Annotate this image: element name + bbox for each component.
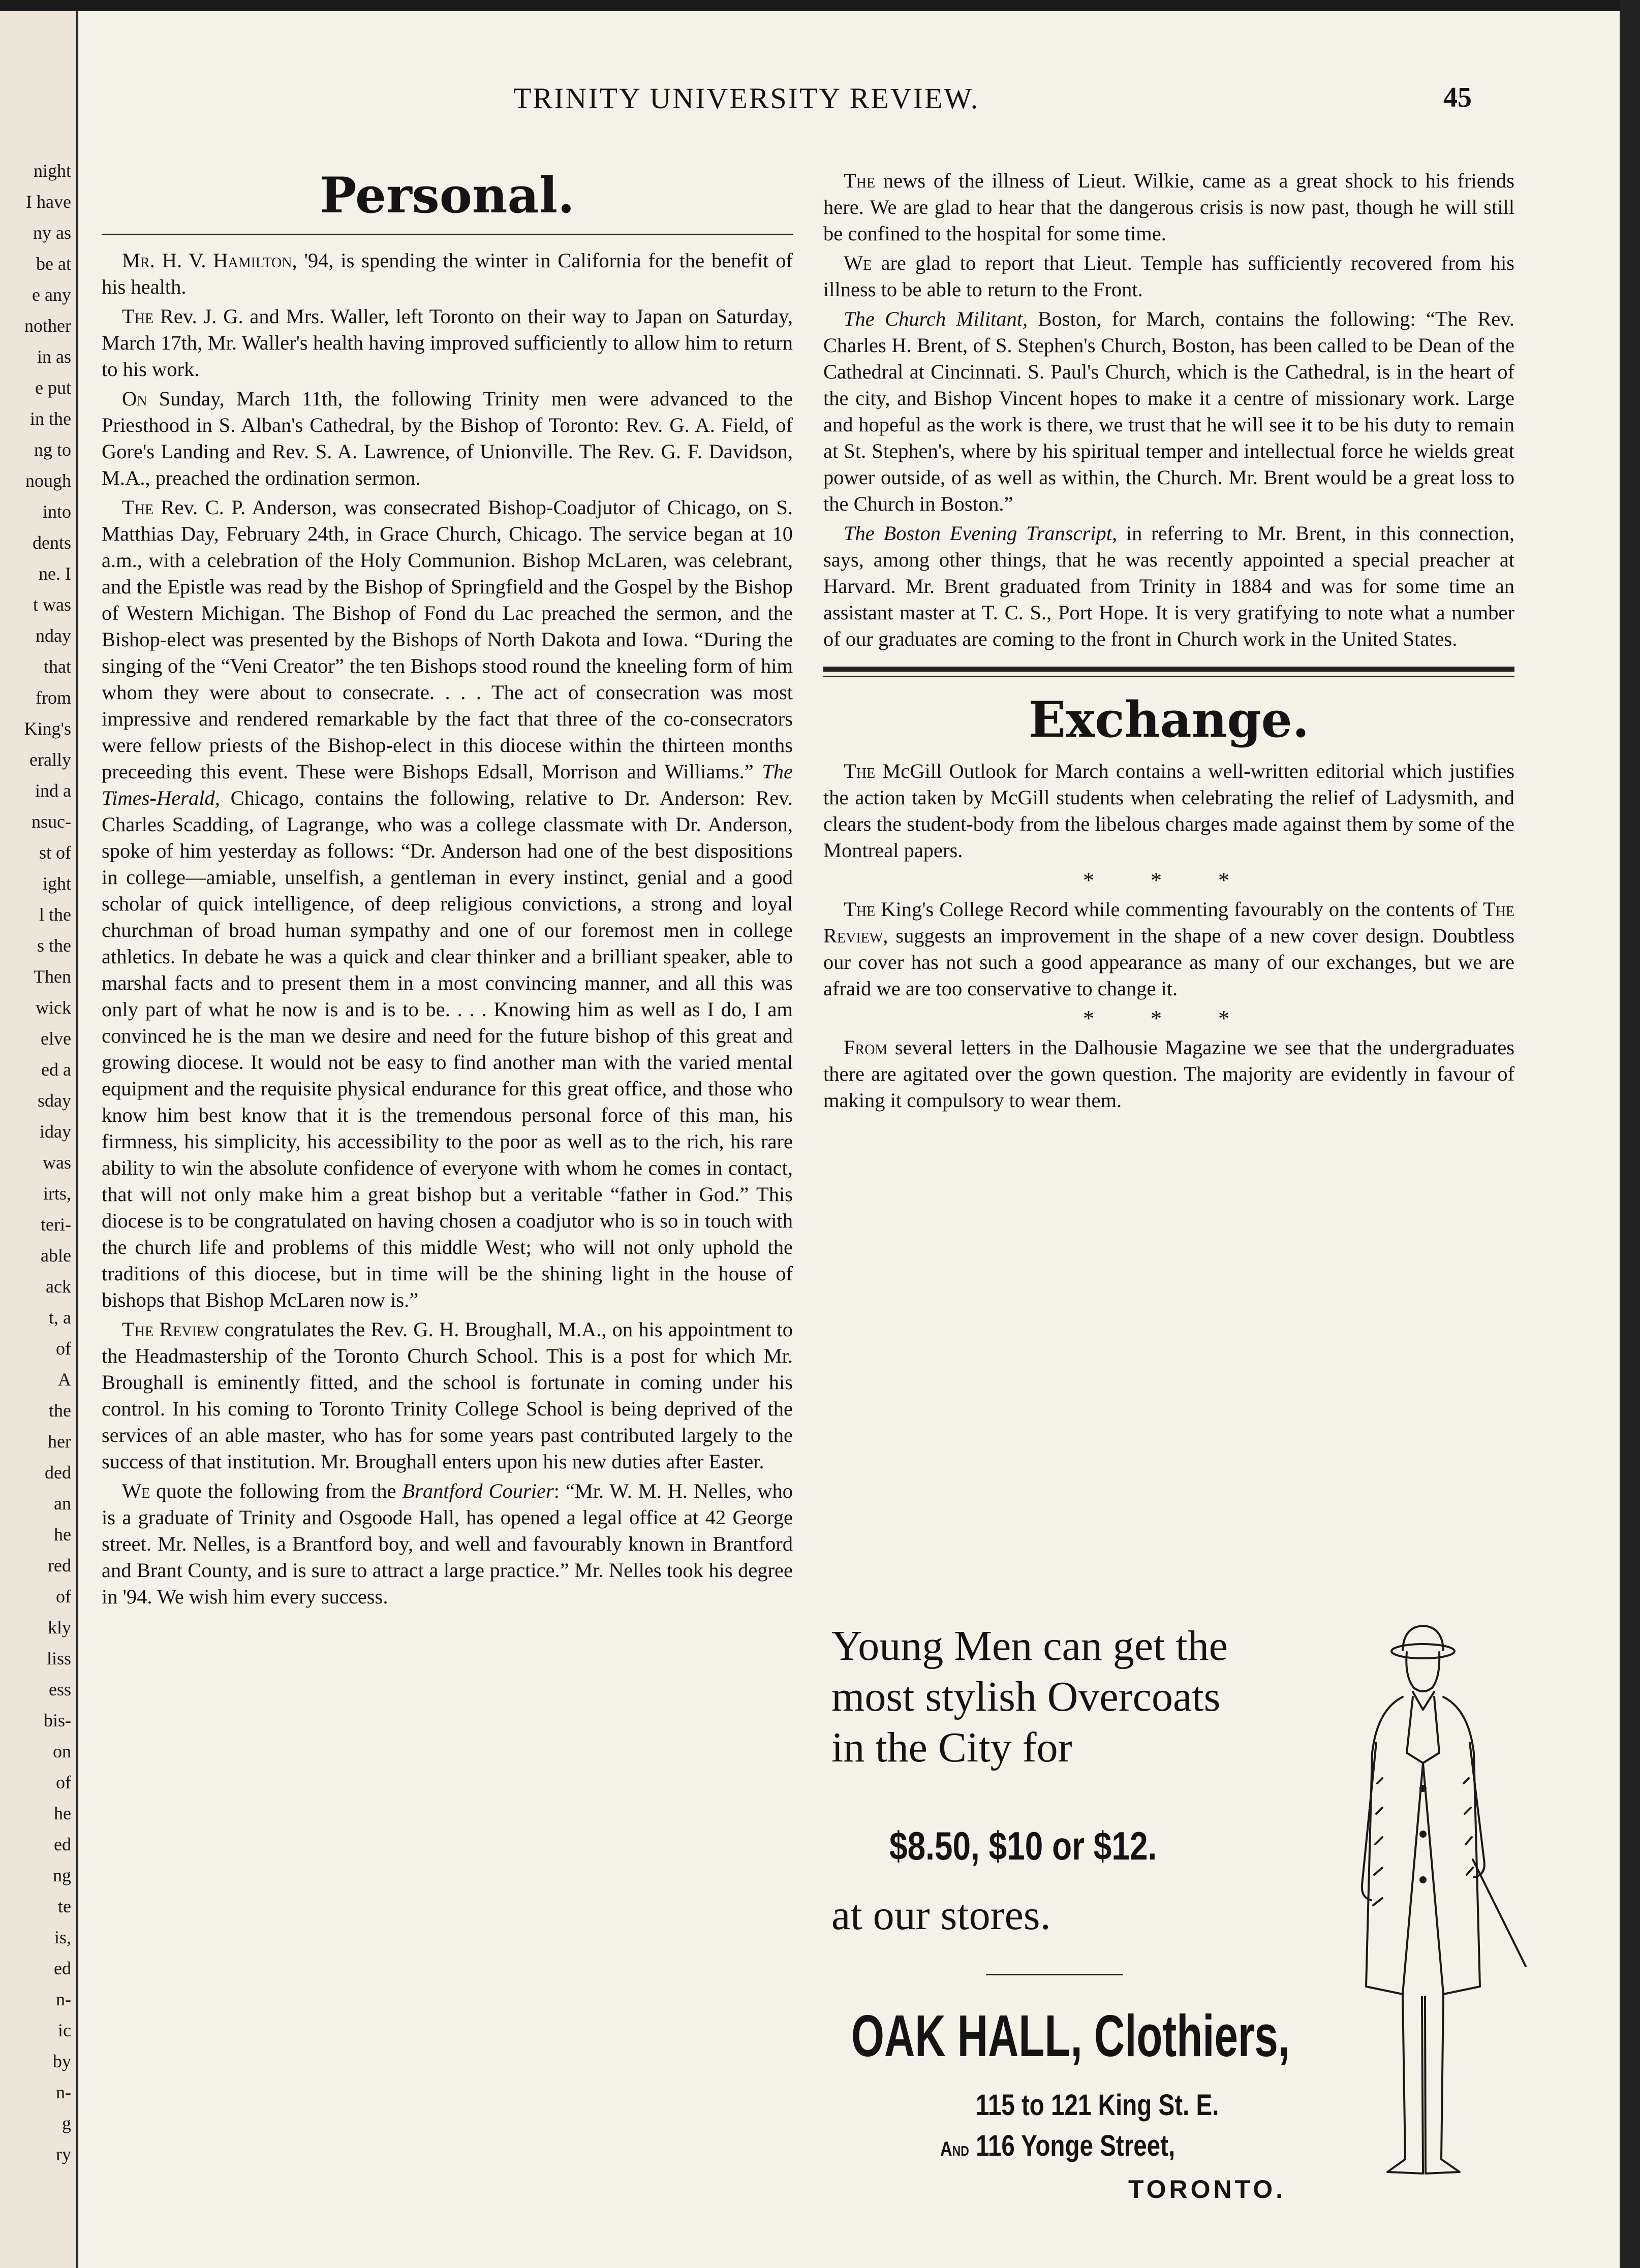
- section-divider-thin: [823, 676, 1514, 677]
- margin-fragment: in the: [30, 408, 71, 429]
- margin-fragment: her: [48, 1431, 71, 1452]
- margin-fragment: e put: [35, 377, 71, 398]
- paragraph: The Boston Evening Transcript, in referring to Mr. Brent, in this connection, says, among other things, that he was recently appointed a special preacher at Harvard. Mr. Brent graduated from Trinity in 1884 and was for some time an assistant master at T. C. S., Port Hope. It is very gratifying to note what a number of our graduates are coming to the front in Church work in the United States.: [823, 522, 1514, 650]
- personal-heading: Personal.: [320, 167, 575, 224]
- margin-fragment: ded: [45, 1462, 71, 1483]
- paragraph: The Rev. J. G. and Mrs. Waller, left Toronto on their way to Japan on Saturday, March 17th, Mr. Waller's health having improved sufficiently to allow him to return to his work.: [102, 305, 793, 381]
- margin-fragment: red: [48, 1555, 71, 1576]
- running-header: TRINITY UNIVERSITY REVIEW.: [513, 82, 980, 115]
- margin-fragment: ight: [42, 873, 71, 894]
- margin-fragment: s the: [37, 935, 71, 956]
- personal-column: [102, 168, 793, 1613]
- margin-fragment: nother: [24, 316, 71, 336]
- ad-headline-line-4: at our stores.: [831, 1892, 1051, 1939]
- margin-fragment: ed a: [41, 1059, 71, 1080]
- separator-stars: * * *: [1083, 868, 1255, 893]
- margin-fragment: A: [58, 1369, 71, 1390]
- paragraph: On Sunday, March 11th, the following Trinity men were advanced to the Priesthood in S. Alban's Cathedral, by the Bishop of Toronto: Rev. G. A. Field, of Gore's Landing and Rev. S. A. Lawrence, of Unionville. The Rev. G. F. Davidson, M.A., preached the ordination sermon.: [102, 387, 793, 489]
- margin-fragment: ry: [56, 2144, 71, 2164]
- margin-fragment: that: [44, 656, 71, 677]
- margin-fragment: I have: [26, 192, 71, 212]
- margin-fragment: wick: [36, 997, 71, 1018]
- margin-fragment: able: [41, 1245, 71, 1266]
- ad-headline-line-1: Young Men can get the: [831, 1622, 1228, 1670]
- margin-fragment: of: [56, 1586, 71, 1606]
- ad-price: $8.50, $10 or $12.: [889, 1823, 1157, 1868]
- margin-fragment: by: [53, 2051, 71, 2071]
- right-column: [823, 168, 1514, 1117]
- paragraph-continued: We quote the following from the Brantford Courier: “Mr. W. M. H. Nelles, who is a graduate of Trinity and Osgoode Hall, has opened a legal office at 42 George street. Mr. Nelles, is a Brantford boy, and well and favourably known in Brantford and Brant County, and is sure to attract a large practice.” Mr. Nelles took his degree in '94. We wish him every success.: [102, 1479, 793, 1608]
- margin-fragment: into: [42, 501, 71, 522]
- margin-fragment: ess: [49, 1679, 71, 1699]
- margin-fragment: ny as: [33, 223, 71, 243]
- margin-fragment: in as: [37, 346, 71, 367]
- margin-fragment: nsuc-: [32, 811, 71, 832]
- margin-fragment: ic: [58, 2020, 71, 2040]
- margin-fragment: liss: [46, 1648, 71, 1668]
- separator-stars: * * *: [1083, 1006, 1255, 1031]
- margin-fragment: bis-: [44, 1710, 71, 1730]
- margin-fragment: ed: [54, 1834, 71, 1854]
- margin-fragment: from: [36, 687, 71, 708]
- margin-fragment: iday: [40, 1121, 71, 1142]
- margin-fragment: nough: [25, 470, 71, 491]
- margin-fragment: night: [33, 161, 71, 181]
- margin-fragment: was: [43, 1152, 71, 1173]
- margin-fragment: nday: [36, 625, 71, 646]
- ad-company-name: OAK HALL, Clothiers,: [851, 2003, 1290, 2069]
- margin-fragment: ne. I: [39, 563, 71, 584]
- paragraph: We are glad to report that Lieut. Temple has sufficiently recovered from his illness to be able to return to the Front.: [823, 251, 1514, 301]
- margin-fragment: te: [58, 1896, 71, 1916]
- paragraph: The Church Militant, Boston, for March, contains the following: “The Rev. Charles H. Brent, of S. Stephen's Church, Boston, has been called to be Dean of the Cathedral at Cincinnati. S. Paul's Church, which is the Cathedral, is in the heart of the city, and Bishop Vincent hopes to make it a centre of missionary work. Large and hopeful as the work is there, we trust that he will see it to be his duty to remain at St. Stephen's, where by his spiritual temper and intellectual force he wields great power outside, of as well as within, the Church. Mr. Brent would be a great loss to the Church in Boston.”: [823, 307, 1515, 515]
- margin-fragment: e any: [32, 285, 71, 305]
- paragraph: The McGill Outlook for March contains a well-written editorial which justifies the action taken by McGill students when celebrating the relief of Ladysmith, and clears the student-body from the libelous charges made against them by some of the Montreal papers.: [823, 760, 1514, 862]
- margin-fragment: st of: [39, 842, 71, 863]
- page-right-edge: [1620, 0, 1640, 2268]
- adjacent-page-fragment: [0, 11, 78, 2268]
- margin-fragment: ng to: [34, 439, 71, 460]
- paragraph: The Review congratulates the Rev. G. H. Broughall, M.A., on his appointment to the Headmastership of the Toronto Church School. This is a post for which Mr. Broughall is eminently fitted, and the school is fortunate in coming under his control. In his coming to Toronto Trinity College School is being deprived of the services of an able master, who has for some years past contributed largely to the success of that institution. Mr. Broughall enters upon his new duties after Easter.: [102, 1318, 793, 1473]
- ad-address-2: And 116 Yonge Street,: [940, 2129, 1175, 2162]
- paragraph: The news of the illness of Lieut. Wilkie, came as a great shock to his friends here. We are glad to hear that the dangerous crisis is now past, though he will still be confined to the hospital for some time.: [823, 169, 1514, 245]
- margin-fragment: Then: [34, 966, 71, 987]
- margin-fragment: is,: [54, 1927, 71, 1947]
- margin-fragment: ed: [54, 1958, 71, 1978]
- ad-headline-line-3: in the City for: [831, 1724, 1072, 1771]
- paragraph: The Rev. C. P. Anderson, was consecrated Bishop-Coadjutor of Chicago, on S. Matthias Day, February 24th, in Grace Church, Chicago. The service began at 10 a.m., with a celebration of the Holy Communion. Bishop McLaren, was celebrant, and the Epistle was read by the Bishop of Springfield and the Gospel by the Bishop of Western Michigan. The Bishop of Fond du Lac preached the sermon, and the Bishop-elect was presented by the Bishops of North Dakota and Iowa. “During the singing of the “Veni Creator” the ten Bishops stood round the kneeling form of him whom they were about to consecrate. . . . The act of consecration was most impressive and rendered remarkable by the fact that three of the co-consecrators were fellow priests of the Bishop-elect in this diocese within the thirteen months preceeding this event. These were Bishops Edsall, Morrison and Williams.” The Times-Herald, Chicago, contains the following, relative to Dr. Anderson: Rev. Charles Scadding, of Lagrange, who was a college classmate with Dr. Anderson, spoke of him yesterday as follows: “Dr. Anderson had one of the best dispositions in college—amiable, unselfish, a gentleman in every instinct, genial and a good scholar of quick intelligence, of deep religious convictions, a strong and loyal churchman of broad human sympathy and one of our foremost men in college athletics. In debate he was a quick and clear thinker and a brilliant speaker, able to marshal facts and to present them in a most convincing manner, and all this was only part of what he now is and is to be. . . . Knowing him as well as I do, I am convinced he is the man we desire and need for the future bishop of this great and growing diocese. It would not be easy to find another man with the varied mental equipment and the requisite physical endurance for this great office, and those who know him best know that it is the tremendous personal force of this man, his firmness, his simplicity, his accessibility to the poor as well as to the rich, his rare ability to win the absolute confidence of everyone with whom he comes in contact, that will not only make him a great bishop but a veritable “father in God.” This diocese is to be congratulated on having chosen a coadjutor who is so in touch with the church life and problems of this middle West; who will not only uphold the traditions of this diocese, but in time will be the shining light in the house of bishops that Bishop McLaren now is.”: [102, 496, 793, 1311]
- ad-address-1: 115 to 121 King St. E.: [976, 2089, 1219, 2122]
- exchange-heading: Exchange.: [1028, 691, 1310, 748]
- margin-fragment: elve: [41, 1028, 71, 1049]
- margin-fragment: n-: [56, 2082, 71, 2102]
- page-number: 45: [1443, 82, 1472, 113]
- ad-divider: [986, 1974, 1123, 1975]
- paragraph: Mr. H. V. Hamilton, '94, is spending the winter in California for the benefit of his health.: [102, 249, 793, 298]
- margin-fragment: l the: [39, 904, 71, 925]
- margin-fragment: ack: [46, 1276, 71, 1297]
- margin-fragment: of: [56, 1338, 71, 1359]
- paragraph: The King's College Record while commenting favourably on the contents of The Review, suggests an improvement in the shape of a new cover design. Doubtless our cover has not such a good appearance as many of our exchanges, but we are afraid we are too conservative to change it.: [823, 898, 1515, 1000]
- oak-hall-advertisement: [823, 1621, 1535, 2230]
- margin-fragment: ind a: [35, 780, 71, 801]
- margin-fragment: he: [54, 1524, 71, 1545]
- margin-fragment: g: [62, 2113, 71, 2133]
- margin-fragment: ng: [53, 1865, 71, 1885]
- margin-fragment: kly: [47, 1617, 71, 1637]
- margin-fragment: an: [54, 1493, 71, 1514]
- ad-city: TORONTO.: [1128, 2175, 1286, 2203]
- margin-fragment: be at: [36, 254, 71, 274]
- margin-fragment: n-: [56, 1989, 71, 2009]
- margin-fragment: irts,: [43, 1183, 71, 1204]
- section-divider-thick: [823, 667, 1514, 672]
- page-top-edge: [0, 0, 1640, 11]
- margin-fragment: teri-: [41, 1214, 71, 1235]
- margin-fragment: on: [53, 1741, 71, 1761]
- margin-fragment: sday: [38, 1090, 71, 1111]
- heading-rule: [102, 234, 793, 235]
- ad-headline-line-2: most stylish Overcoats: [831, 1673, 1221, 1720]
- margin-fragment: the: [49, 1400, 71, 1421]
- margin-fragment: t, a: [49, 1307, 71, 1328]
- margin-fragment: of: [56, 1772, 71, 1792]
- margin-fragment: dents: [33, 532, 71, 553]
- margin-fragment: he: [54, 1803, 71, 1823]
- margin-fragment: erally: [29, 749, 71, 770]
- gentleman-overcoat-illustration-icon: [1347, 1621, 1530, 2195]
- margin-fragment: King's: [24, 718, 71, 739]
- paragraph: From several letters in the Dalhousie Magazine we see that the undergraduates there are agitated over the gown question. The majority are evidently in favour of making it compulsory to wear them.: [823, 1036, 1514, 1112]
- margin-fragment: t was: [33, 594, 71, 615]
